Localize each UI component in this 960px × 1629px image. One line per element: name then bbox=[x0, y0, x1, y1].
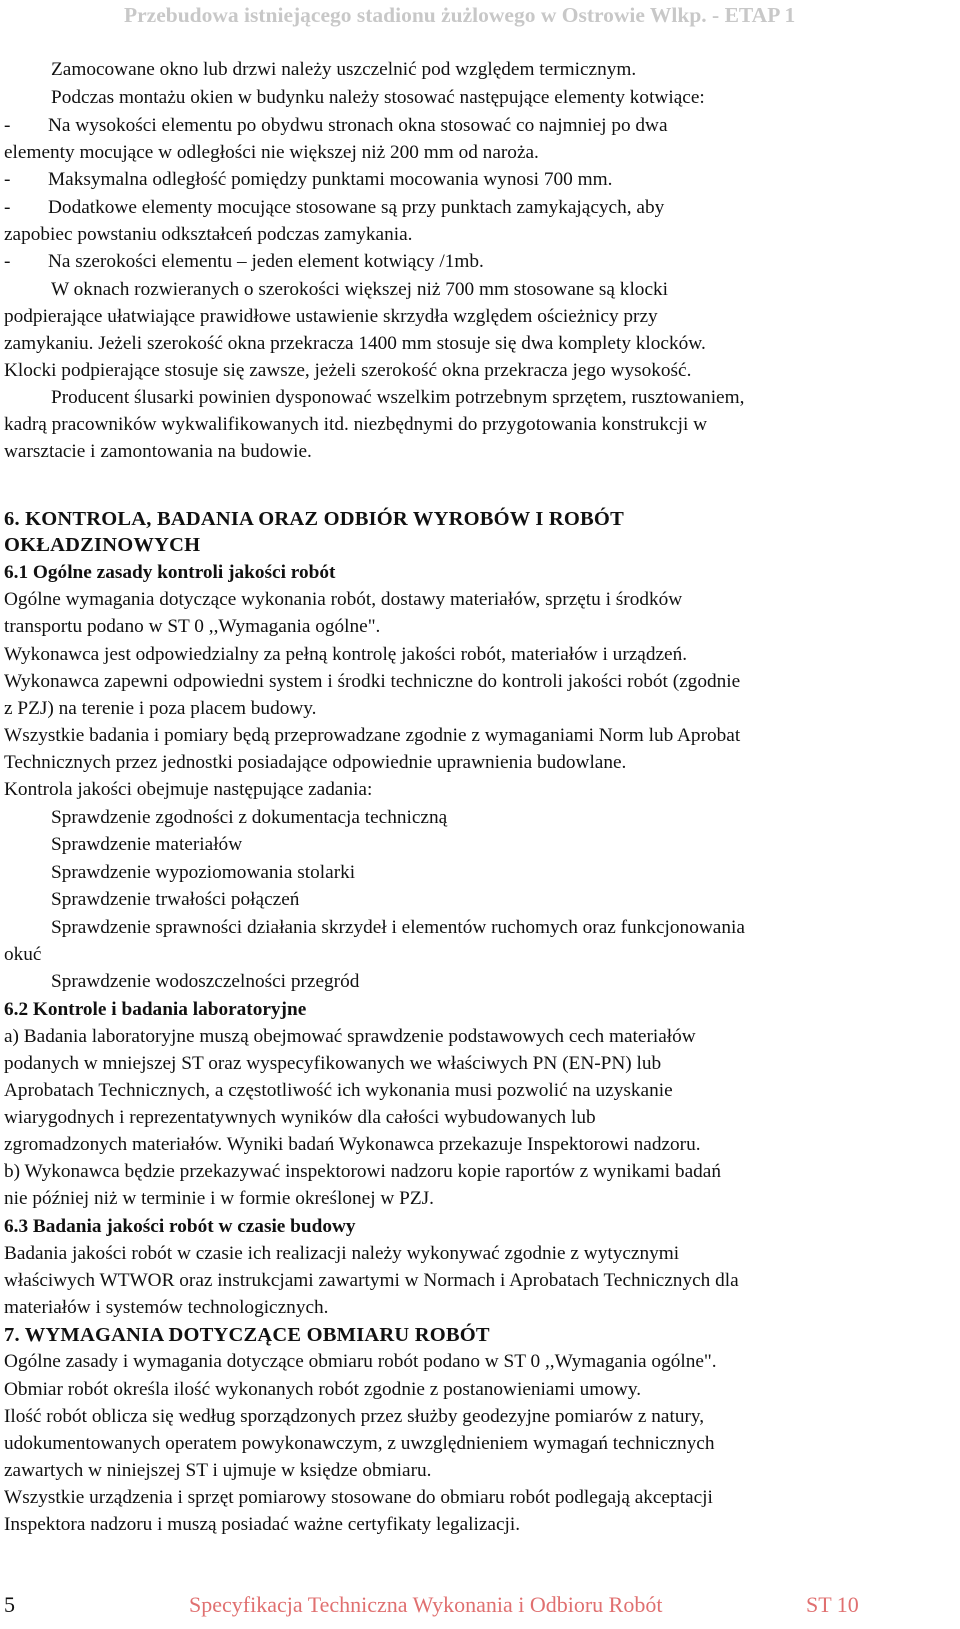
list-item bbox=[4, 196, 664, 220]
checklist-item-cont: okuć bbox=[4, 944, 42, 965]
text-line: zawartych w niniejszej ST i ujmuje w księdze obmiaru. bbox=[4, 1460, 432, 1481]
text-line: Obmiar robót określa ilość wykonanych robót zgodnie z postanowieniami umowy. bbox=[4, 1379, 642, 1400]
text-line: zapobiec powstaniu odkształceń podczas zamykania. bbox=[4, 224, 413, 245]
text-line: Wszystkie badania i pomiary będą przeprowadzane zgodnie z wymaganiami Norm lub Aprobat bbox=[4, 725, 741, 746]
list-item bbox=[4, 168, 612, 192]
text-line: Badania jakości robót w czasie ich realizacji należy wykonywać zgodnie z wytycznymi bbox=[4, 1243, 680, 1264]
text-line: materiałów i systemów technologicznych. bbox=[4, 1297, 329, 1318]
dash-marker: - bbox=[4, 169, 11, 190]
text-line: podanych w mniejszej ST oraz wyspecyfikowanych we właściwych PN (EN-PN) lub bbox=[4, 1053, 662, 1074]
text-line: Wykonawca jest odpowiedzialny za pełną kontrolę jakości robót, materiałów i urządzeń. bbox=[4, 644, 688, 665]
checklist-item: Sprawdzenie zgodności z dokumentacja techniczną bbox=[51, 807, 448, 828]
list-item bbox=[4, 250, 484, 274]
text-line: Technicznych przez jednostki posiadające odpowiednie uprawnienia budowlane. bbox=[4, 752, 627, 773]
text-line: Inspektora nadzoru i muszą posiadać ważne certyfikaty legalizacji. bbox=[4, 1514, 521, 1535]
dash-marker: - bbox=[4, 115, 11, 136]
list-item-text: Na szerokości elementu – jeden element kotwiący /1mb. bbox=[48, 251, 484, 272]
list-item-text: Na wysokości elementu po obydwu stronach okna stosować co najmniej po dwa bbox=[48, 115, 668, 136]
text-line: Zamocowane okno lub drzwi należy uszczelnić pod względem termicznym. bbox=[51, 59, 637, 80]
footer-title: Specyfikacja Techniczna Wykonania i Odbioru Robót bbox=[189, 1592, 663, 1617]
page-header: Przebudowa istniejącego stadionu żużlowego w Ostrowie Wlkp. - ETAP 1 bbox=[124, 3, 796, 27]
page-number: 5 bbox=[4, 1592, 15, 1617]
text-line: Aprobatach Technicznych, a częstotliwość ich wykonania musi pozwolić na uzyskanie bbox=[4, 1080, 673, 1101]
section-heading-7: 7. WYMAGANIA DOTYCZĄCE OBMIARU ROBÓT bbox=[4, 1324, 490, 1346]
subsection-heading-6-1: 6.1 Ogólne zasady kontroli jakości robót bbox=[4, 562, 336, 583]
text-line: Kontrola jakości obejmuje następujące zadania: bbox=[4, 779, 373, 800]
dash-marker: - bbox=[4, 197, 11, 218]
text-line: W oknach rozwieranych o szerokości większej niż 700 mm stosowane są klocki bbox=[51, 279, 668, 300]
checklist-item: Sprawdzenie trwałości połączeń bbox=[51, 889, 300, 910]
text-line: elementy mocujące w odległości nie większej niż 200 mm od naroża. bbox=[4, 142, 539, 163]
text-line: podpierające ułatwiające prawidłowe ustawienie skrzydła względem ościeżnicy przy bbox=[4, 306, 658, 327]
text-line: właściwych WTWOR oraz instrukcjami zawartymi w Normach i Aprobatach Technicznych dla bbox=[4, 1270, 739, 1291]
section-heading-6-cont: OKŁADZINOWYCH bbox=[4, 534, 201, 556]
text-line: udokumentowanych operatem powykonawczym, z uwzględnieniem wymagań technicznych bbox=[4, 1433, 715, 1454]
text-line: zamykaniu. Jeżeli szerokość okna przekracza 1400 mm stosuje się dwa komplety klocków. bbox=[4, 333, 706, 354]
checklist-item: Sprawdzenie wypoziomowania stolarki bbox=[51, 862, 356, 883]
list-item-text: Maksymalna odległość pomiędzy punktami mocowania wynosi 700 mm. bbox=[48, 169, 613, 190]
text-line: Wykonawca zapewni odpowiedni system i środki techniczne do kontroli jakości robót (zgodnie bbox=[4, 671, 741, 692]
text-line: Ilość robót oblicza się według sporządzonych przez służby geodezyjne pomiarów z natury, bbox=[4, 1406, 705, 1427]
text-line: Klocki podpierające stosuje się zawsze, jeżeli szerokość okna przekracza jego wysokość. bbox=[4, 360, 692, 381]
text-line: Ogólne zasady i wymagania dotyczące obmiaru robót podano w ST 0 ,,Wymagania ogólne". bbox=[4, 1351, 717, 1372]
text-line: b) Wykonawca będzie przekazywać inspektorowi nadzoru kopie raportów z wynikami badań bbox=[4, 1161, 721, 1182]
text-line: kadrą pracowników wykwalifikowanych itd. niezbędnymi do przygotowania konstrukcji w bbox=[4, 414, 708, 435]
text-line: a) Badania laboratoryjne muszą obejmować sprawdzenie podstawowych cech materiałów bbox=[4, 1026, 696, 1047]
list-item-text: Dodatkowe elementy mocujące stosowane są przy punktach zamykających, aby bbox=[48, 197, 665, 218]
checklist-item: Sprawdzenie wodoszczelności przegród bbox=[51, 971, 360, 992]
list-item bbox=[4, 114, 668, 138]
subsection-heading-6-3: 6.3 Badania jakości robót w czasie budowy bbox=[4, 1216, 356, 1237]
subsection-heading-6-2: 6.2 Kontrole i badania laboratoryjne bbox=[4, 999, 307, 1020]
section-heading-6: 6. KONTROLA, BADANIA ORAZ ODBIÓR WYROBÓW I ROBÓT bbox=[4, 508, 624, 530]
checklist-item: Sprawdzenie sprawności działania skrzydeł i elementów ruchomych oraz funkcjonowania bbox=[51, 917, 745, 938]
text-line: wiarygodnych i reprezentatywnych wyników dla całości wybudowanych lub bbox=[4, 1107, 596, 1128]
text-line: z PZJ) na terenie i poza placem budowy. bbox=[4, 698, 317, 719]
text-line: Podczas montażu okien w budynku należy stosować następujące elementy kotwiące: bbox=[51, 87, 705, 108]
text-line: warsztacie i zamontowania na budowie. bbox=[4, 441, 312, 462]
text-line: Ogólne wymagania dotyczące wykonania robót, dostawy materiałów, sprzętu i środków bbox=[4, 589, 683, 610]
text-line: Wszystkie urządzenia i sprzęt pomiarowy stosowane do obmiaru robót podlegają akceptacji bbox=[4, 1487, 713, 1508]
text-line: transportu podano w ST 0 ,,Wymagania ogólne". bbox=[4, 616, 381, 637]
footer-code: ST 10 bbox=[806, 1592, 859, 1617]
text-line: Producent ślusarki powinien dysponować wszelkim potrzebnym sprzętem, rusztowaniem, bbox=[51, 387, 745, 408]
text-line: zgromadzonych materiałów. Wyniki badań Wykonawca przekazuje Inspektorowi nadzoru. bbox=[4, 1134, 701, 1155]
dash-marker: - bbox=[4, 251, 11, 272]
checklist-item: Sprawdzenie materiałów bbox=[51, 834, 243, 855]
text-line: nie później niż w terminie i w formie określonej w PZJ. bbox=[4, 1188, 434, 1209]
